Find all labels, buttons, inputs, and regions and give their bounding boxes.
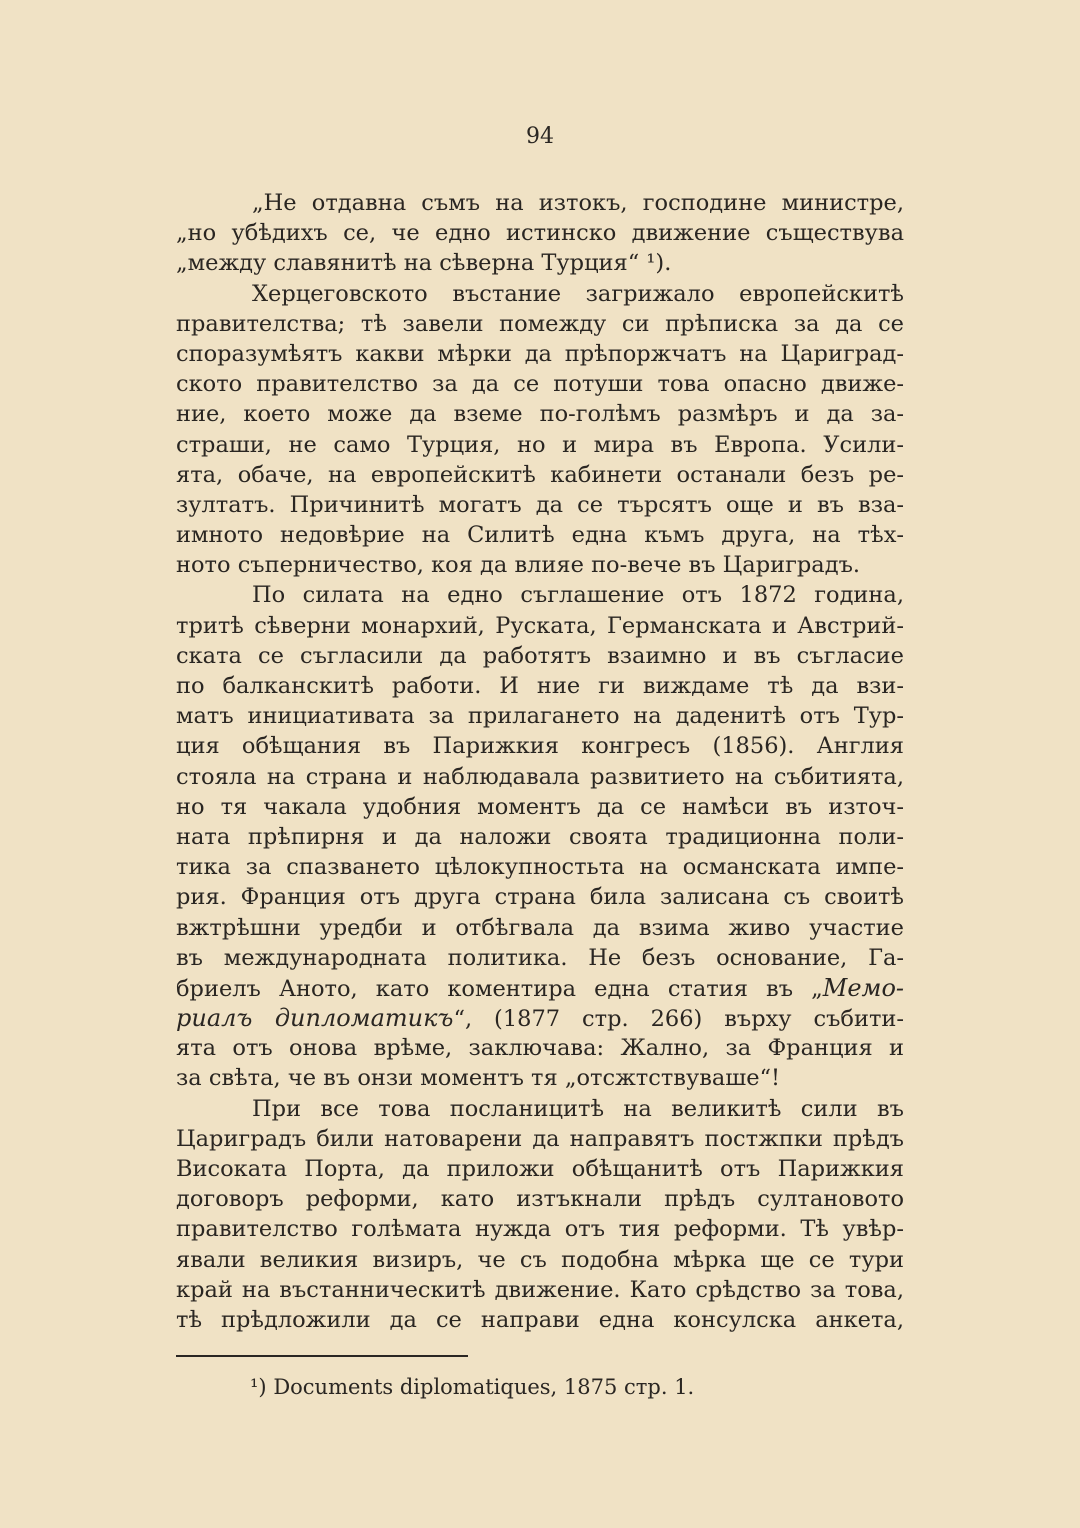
text-line: по балканскитѣ работи. И ние ги виждаме тѣ да взи- bbox=[176, 673, 904, 699]
text-line: въ международната политика. Не безъ основание, Га- bbox=[176, 944, 904, 971]
text-line: „Не отдавна съмъ на изтокъ, господине министре, bbox=[252, 190, 904, 216]
text-line: зултатъ. Причинитѣ могатъ да се търсятъ още и въ вза- bbox=[176, 491, 904, 518]
text-line: стояла на страна и наблюдавала развитието на събитията, bbox=[176, 763, 904, 790]
text-line: споразумѣятъ какви мѣрки да прѣпоржчатъ на Цариград- bbox=[176, 340, 904, 367]
text-line: риалъ дипломатикъ“, (1877 стр. 266) върху събити- bbox=[176, 1004, 904, 1033]
text-line: ската се съгласили да работятъ взаимно и въ съгласие bbox=[176, 642, 904, 669]
text-line: ското правителство за да се потуши това опасно движе- bbox=[176, 371, 904, 398]
text-line: вжтрѣшни уредби и отбѣгвала да взима живо участие bbox=[176, 914, 904, 941]
text-line: По силата на едно съглашение отъ 1872 година, bbox=[252, 582, 904, 609]
text-line: ната прѣпирня и да наложи своята традиционна поли- bbox=[176, 823, 904, 850]
text-line: ното съперничество, коя да влияе по-вече въ Цариградъ. bbox=[176, 552, 861, 579]
text-line: ция обѣщания въ Парижкия конгресъ (1856). Англия bbox=[176, 733, 904, 760]
text-line: тритѣ сѣверни монархий, Руската, Германската и Австрий- bbox=[176, 612, 904, 639]
text-line: тика за спазването цѣлокупностьта на османската импе- bbox=[176, 854, 904, 881]
footnote-separator bbox=[176, 1355, 468, 1357]
text-line: матъ инициативата за прилагането на даденитѣ отъ Тур- bbox=[176, 703, 904, 730]
text-line: Херцеговското въстание загрижало европейскитѣ bbox=[252, 280, 904, 307]
page-number: 94 bbox=[526, 124, 554, 149]
text-line: рия. Франция отъ друга страна била залисана съ своитѣ bbox=[176, 884, 904, 911]
text-line: край на въстанническитѣ движение. Като срѣдство за това, bbox=[176, 1276, 904, 1303]
text-line: „между славянитѣ на сѣверна Турция“ ¹). bbox=[176, 250, 672, 277]
text-line: договоръ реформи, като изтъкнали прѣдъ султановото bbox=[176, 1186, 904, 1213]
text-line: ята, обаче, на европейскитѣ кабинети останали безъ ре- bbox=[176, 461, 904, 488]
text-line: правителство голѣмата нужда отъ тия реформи. Тѣ увѣр- bbox=[176, 1216, 904, 1243]
text-line: имното недовѣрие на Силитѣ една къмъ друга, на тѣх- bbox=[176, 522, 904, 549]
text-line: за свѣта, че въ онзи моментъ тя „отсжтствуваше“! bbox=[176, 1065, 781, 1092]
text-line: Високата Порта, да приложи обѣщанитѣ отъ Парижкия bbox=[176, 1156, 904, 1182]
text-line: правителства; тѣ завели помежду си прѣписка за да се bbox=[176, 310, 904, 337]
text-line: ние, което може да вземе по-голѣмъ размѣръ и да за- bbox=[176, 401, 904, 428]
footnote-text: Documents diplomatiques, 1875 стр. 1. bbox=[273, 1375, 695, 1399]
text-line: ята отъ онова врѣме, заключава: Жално, за Франция и bbox=[176, 1035, 904, 1062]
footnote-marker: ¹) bbox=[250, 1375, 267, 1399]
text-line: При все това посланицитѣ на великитѣ сили въ bbox=[252, 1095, 904, 1122]
text-line: явали великия визиръ, че съ подобна мѣрка ще се тури bbox=[176, 1246, 904, 1273]
text-line: „но убѣдихъ се, че едно истинско движение съществува bbox=[176, 220, 904, 247]
text-line: но тя чакала удобния моментъ да се намѣси въ източ- bbox=[176, 793, 904, 820]
text-line: бриелъ Аното, като коментира една статия въ „Мемо- bbox=[176, 973, 904, 1002]
footnote bbox=[250, 1375, 694, 1399]
text-line: страши, не само Турция, но и мира въ Европа. Усили- bbox=[176, 431, 904, 458]
body-text bbox=[176, 188, 904, 1335]
text-line: тѣ прѣдложили да се направи една консулска анкета, bbox=[176, 1306, 904, 1333]
text-line: Цариградъ били натоварени да направятъ постжпки прѣдъ bbox=[176, 1125, 904, 1152]
